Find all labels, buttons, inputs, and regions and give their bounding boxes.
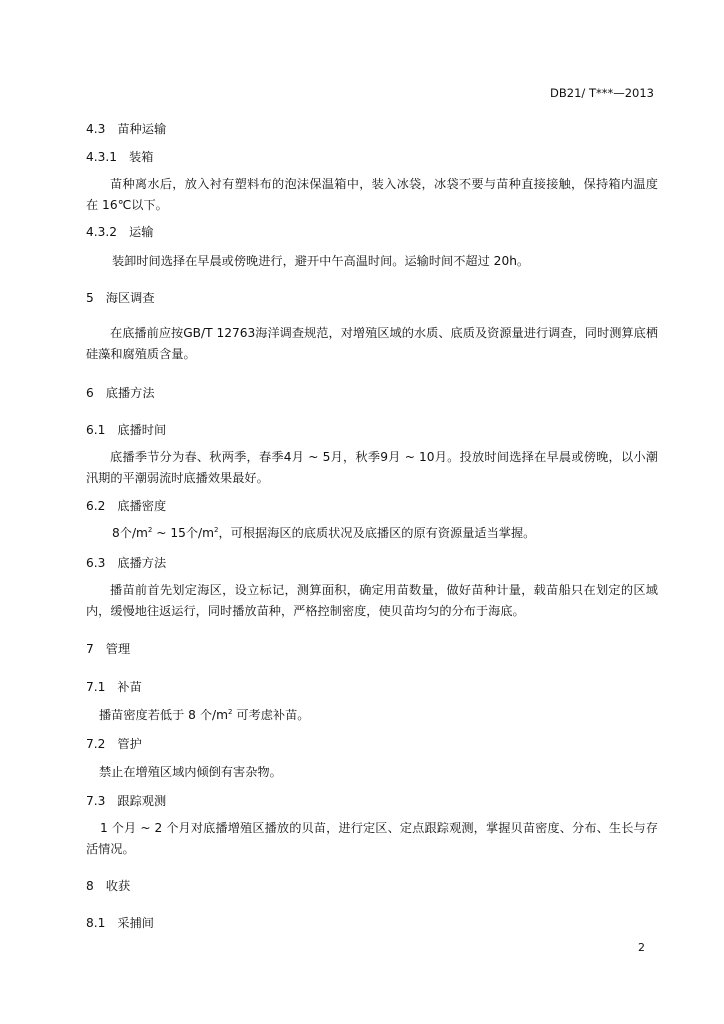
heading-7 bbox=[86, 643, 130, 655]
heading-4-3-1 bbox=[86, 151, 153, 163]
paragraph-7-1 bbox=[99, 709, 309, 721]
heading-number: 6.2 bbox=[86, 499, 106, 513]
heading-4-3 bbox=[86, 123, 166, 135]
heading-number: 7.2 bbox=[86, 737, 106, 751]
heading-7-2 bbox=[86, 738, 142, 750]
paragraph-4-3-2: 装卸时间选择在早晨或傍晚进行，避开中午高温时间。运输时间不超过 20h。 bbox=[112, 254, 530, 268]
heading-number: 7.3 bbox=[86, 794, 106, 808]
heading-number: 8 bbox=[86, 879, 94, 893]
paragraph-6-3: 播苗前首先划定海区，设立标记，测算面积，确定用苗数量，做好苗种计量，载苗船只在划定的区域内，缓慢地往返运行，同时播放苗种，严格控制密度，使贝苗均匀的分布于海底。 bbox=[86, 583, 658, 618]
standard-code-header: DB21/ T***—2013 bbox=[550, 86, 654, 100]
heading-number: 4.3.2 bbox=[86, 225, 118, 239]
heading-title: 采捕间 bbox=[117, 916, 154, 930]
heading-7-1 bbox=[86, 681, 142, 693]
heading-title: 跟踪观测 bbox=[117, 794, 167, 808]
heading-number: 4.3.1 bbox=[86, 150, 118, 164]
heading-number: 6 bbox=[86, 386, 94, 400]
heading-number: 5 bbox=[86, 291, 94, 305]
density-text: ~ 15个/m bbox=[152, 526, 215, 540]
heading-number: 6.1 bbox=[86, 423, 106, 437]
heading-number: 4.3 bbox=[86, 122, 106, 136]
superscript: 2 bbox=[147, 526, 153, 534]
heading-number: 7 bbox=[86, 642, 94, 656]
paragraph-7-2: 禁止在增殖区域内倾倒有害杂物。 bbox=[99, 765, 282, 779]
heading-5 bbox=[86, 292, 155, 304]
heading-number: 8.1 bbox=[86, 916, 106, 930]
heading-title: 底播方法 bbox=[117, 556, 167, 570]
paragraph-6-1: 底播季节分为春、秋两季，春季4月 ~ 5月，秋季9月 ~ 10月。投放时间选择在早晨或傍晚，以小潮汛期的平潮弱流时底播效果最好。 bbox=[86, 450, 658, 485]
supplement-text: 可考虑补苗。 bbox=[232, 708, 310, 722]
heading-title: 苗种运输 bbox=[117, 122, 167, 136]
heading-number: 7.1 bbox=[86, 680, 106, 694]
heading-title: 底播方法 bbox=[105, 386, 155, 400]
heading-6-3 bbox=[86, 557, 166, 569]
heading-title: 海区调查 bbox=[105, 291, 155, 305]
superscript: 2 bbox=[214, 526, 219, 534]
heading-title: 运输 bbox=[129, 225, 154, 239]
supplement-text: 播苗密度若低于 8 个/m bbox=[99, 708, 228, 722]
heading-7-3 bbox=[86, 795, 166, 807]
heading-6-1 bbox=[86, 424, 166, 436]
paragraph-5: 在底播前应按GB/T 12763海洋调查规范，对增殖区域的水质、底质及资源量进行调查，同时测算底栖硅藻和腐殖质含量。 bbox=[86, 326, 658, 361]
heading-title: 收获 bbox=[105, 879, 131, 893]
superscript: 2 bbox=[227, 708, 233, 716]
paragraph-4-3-1: 苗种离水后，放入衬有塑料布的泡沫保温箱中，装入冰袋，冰袋不要与苗种直接接触，保持箱内温度在 16℃以下。 bbox=[86, 177, 658, 212]
heading-4-3-2 bbox=[86, 226, 153, 238]
heading-title: 底播密度 bbox=[117, 499, 167, 513]
heading-title: 补苗 bbox=[117, 680, 142, 694]
density-text: ，可根据海区的底质状况及底播区的原有资源量适当掌握。 bbox=[218, 526, 536, 540]
heading-title: 底播时间 bbox=[117, 423, 167, 437]
density-text: 8个/m bbox=[112, 526, 148, 540]
heading-title: 管理 bbox=[105, 642, 131, 656]
paragraph-7-3: 1 个月 ~ 2 个月对底播增殖区播放的贝苗，进行定区、定点跟踪观测，掌握贝苗密度、分布、生长与存活情况。 bbox=[86, 821, 658, 856]
heading-6-2 bbox=[86, 500, 166, 512]
heading-title: 装箱 bbox=[129, 150, 154, 164]
paragraph-6-2 bbox=[112, 527, 535, 539]
heading-number: 6.3 bbox=[86, 556, 106, 570]
heading-8-1 bbox=[86, 917, 154, 929]
heading-8 bbox=[86, 880, 130, 892]
heading-title: 管护 bbox=[117, 737, 142, 751]
heading-6 bbox=[86, 387, 155, 399]
page-number: 2 bbox=[638, 941, 645, 954]
